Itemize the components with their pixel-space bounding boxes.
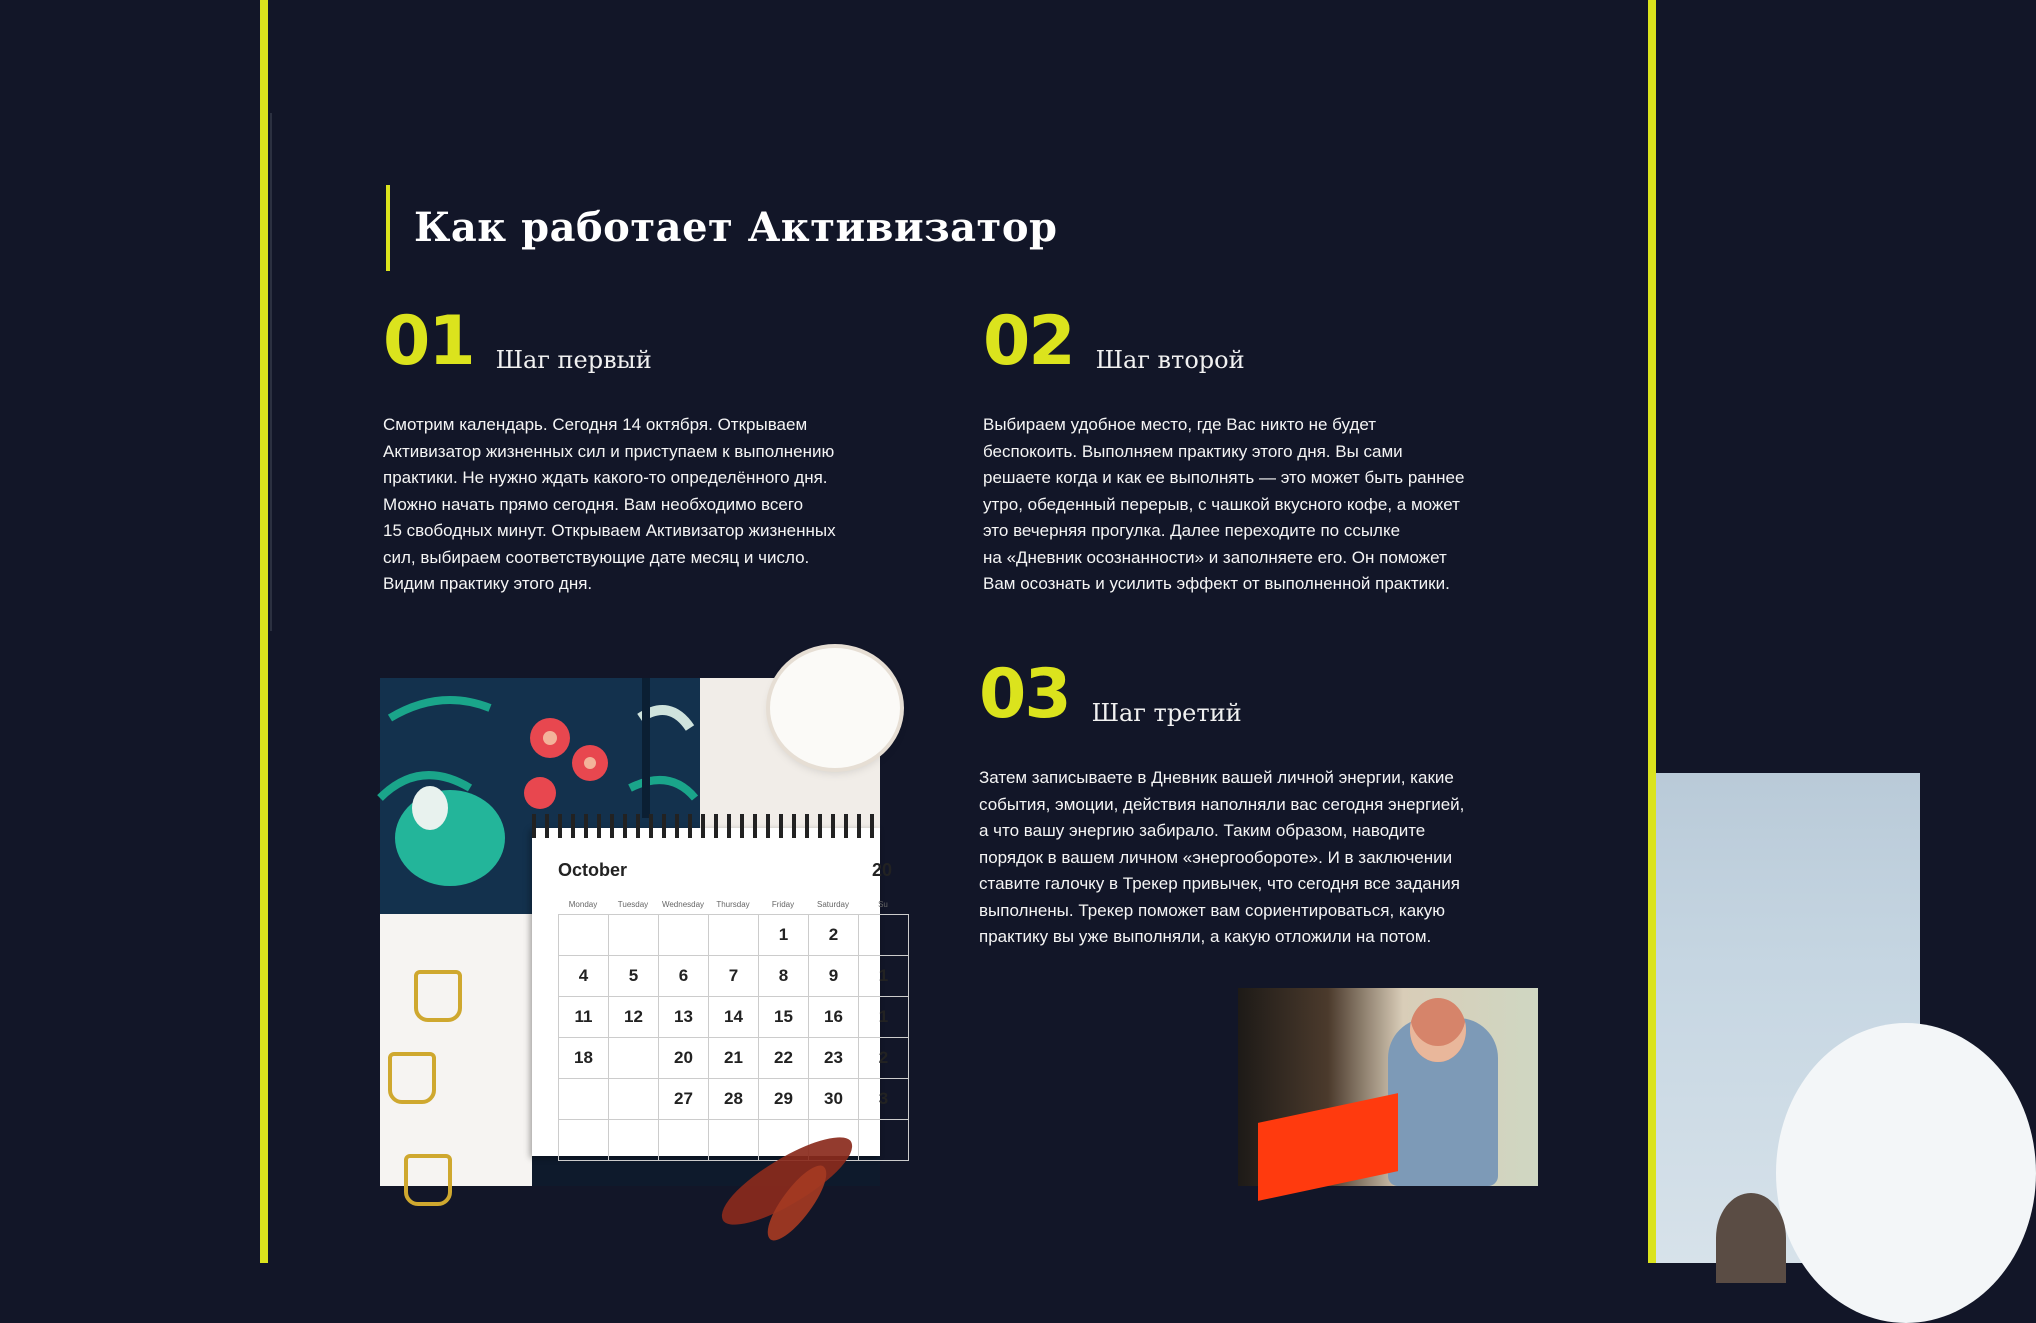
woman-with-laptop-photo — [1238, 988, 1538, 1186]
step-3 — [979, 655, 1539, 951]
calendar-date-cell — [609, 915, 659, 956]
step-3-line: выполнены. Трекер поможет вам сориентироваться, какую — [979, 900, 1446, 920]
calendar-date-cell: 15 — [759, 997, 809, 1038]
person-silhouette — [1716, 1193, 1786, 1283]
step-3-line: порядок в вашем личном «энергообороте». И в заключении — [979, 847, 1453, 867]
person-head — [1410, 998, 1466, 1062]
sky-photo — [1656, 773, 1920, 1263]
step-2-line: Выбираем удобное место, где Вас никто не будет — [983, 415, 1377, 434]
step-1-title: Шаг первый — [495, 346, 652, 374]
calendar-weekday: Saturday — [816, 900, 850, 909]
binder-clip — [388, 1052, 436, 1104]
calendar-date-cell: 29 — [759, 1079, 809, 1120]
step-1-number: 01 — [383, 302, 474, 381]
calendar-weekday: Tuesday — [617, 900, 649, 909]
desk-calendar — [532, 828, 893, 1156]
step-2-line: решаете когда и как ее выполнять — это может быть раннее — [983, 468, 1465, 487]
calendar-date-cell: 7 — [709, 956, 759, 997]
calendar-date-cell: 9 — [809, 956, 859, 997]
calendar-date-cell — [559, 915, 609, 956]
step-2-line: утро, обеденный перерыв, с чашкой вкусного кофе, а может — [983, 494, 1460, 514]
step-1-line: 15 свободных минут. Открываем Активизатор жизненных — [383, 521, 836, 540]
step-1-line: Можно начать прямо сегодня. Вам необходимо всего — [383, 494, 804, 514]
bowl-background — [700, 678, 880, 828]
step-1 — [383, 302, 923, 598]
calendar-date-cell — [659, 1120, 709, 1161]
calendar-weekday: Su — [878, 900, 888, 909]
calendar-date-cell: 2 — [859, 1038, 909, 1079]
calendar-weekday: Wednesday — [661, 900, 705, 909]
step-3-line: события, эмоции, действия наполняли вас сегодня энергией, — [979, 794, 1465, 814]
calendar-date-cell: 1 — [759, 915, 809, 956]
calendar-date-cell — [709, 915, 759, 956]
calendar-date-cell: 14 — [709, 997, 759, 1038]
step-1-line: Активизатор жизненных сил и приступаем к выполнению — [383, 441, 835, 461]
step-3-line: Затем записываете в Дневник вашей личной энергии, какие — [979, 768, 1454, 787]
calendar-date-cell: 8 — [759, 956, 809, 997]
calendar-photo — [380, 678, 893, 1186]
red-laptop — [1258, 1093, 1398, 1201]
calendar-date-cell: 3 — [859, 1079, 909, 1120]
step-1-line: Видим практику этого дня. — [383, 574, 593, 593]
calendar-date-cell: 6 — [659, 956, 709, 997]
cloud — [1776, 1023, 2036, 1323]
step-1-line: сил, выбираем соответствующие дате месяц и число. — [383, 547, 810, 567]
step-3-title: Шаг третий — [1091, 699, 1242, 727]
calendar-weekday: Thursday — [716, 900, 750, 909]
calendar-date-cell — [609, 1120, 659, 1161]
calendar-date-cell: 1 — [859, 997, 909, 1038]
calendar-date-cell: 5 — [609, 956, 659, 997]
calendar-weekdays — [558, 900, 908, 909]
step-2-title: Шаг второй — [1095, 346, 1245, 374]
step-2-line: беспокоить. Выполняем практику этого дня. Вы сами — [983, 441, 1403, 461]
calendar-date-cell: 11 — [559, 997, 609, 1038]
step-3-line: практику вы уже выполняли, а какую отложили на потом. — [979, 927, 1432, 946]
calendar-year: 20 — [872, 860, 893, 880]
step-3-line: а что вашу энергию забирало. Таким образом, наводите — [979, 821, 1426, 840]
calendar-date-cell — [709, 1120, 759, 1161]
step-1-line: Смотрим календарь. Сегодня 14 октября. Открываем — [383, 415, 808, 434]
calendar-date-cell: 30 — [809, 1079, 859, 1120]
step-3-number: 03 — [979, 655, 1070, 734]
calendar-month: October — [558, 860, 628, 880]
calendar-date-cell — [559, 1120, 609, 1161]
section-title: Как работает Активизатор — [386, 185, 1057, 271]
calendar-date-cell: 27 — [659, 1079, 709, 1120]
calendar-date-cell — [859, 1120, 909, 1161]
calendar-date-cell — [609, 1038, 659, 1079]
step-3-text — [979, 765, 1539, 951]
binder-clips-card — [380, 914, 532, 1186]
step-3-line: ставите галочку в Трекер привычек, что сегодня все задания — [979, 874, 1460, 893]
calendar-date-cell: 13 — [659, 997, 709, 1038]
calendar-date-cell: 18 — [559, 1038, 609, 1079]
calendar-rings — [532, 814, 880, 838]
calendar-date-cell: 12 — [609, 997, 659, 1038]
calendar-date-cell — [859, 915, 909, 956]
step-2 — [983, 302, 1543, 598]
thin-divider-line — [270, 113, 272, 631]
calendar-date-cell: 22 — [759, 1038, 809, 1079]
calendar-date-cell: 21 — [709, 1038, 759, 1079]
left-accent-line — [260, 0, 268, 1263]
calendar-date-cell: 28 — [709, 1079, 759, 1120]
calendar-date-cell: 23 — [809, 1038, 859, 1079]
calendar-date-cell: 16 — [809, 997, 859, 1038]
calendar-date-cell: 4 — [559, 956, 609, 997]
calendar-grid — [558, 914, 909, 1161]
calendar-date-cell — [559, 1079, 609, 1120]
calendar-weekday: Friday — [771, 900, 795, 909]
step-2-number: 02 — [983, 302, 1074, 381]
calendar-date-cell: 1 — [859, 956, 909, 997]
calendar-date-cell — [609, 1079, 659, 1120]
calendar-date-cell: 20 — [659, 1038, 709, 1079]
step-1-line: практики. Не нужно ждать какого-то определённого дня. — [383, 468, 828, 487]
step-2-text — [983, 412, 1543, 598]
step-1-text — [383, 412, 923, 598]
white-bowl — [770, 648, 900, 768]
calendar-date-cell — [659, 915, 709, 956]
step-2-line: на «Дневник осознанности» и заполняете его. Он поможет — [983, 547, 1447, 567]
calendar-date-cell: 2 — [809, 915, 859, 956]
calendar-weekday: Monday — [568, 900, 598, 909]
right-accent-line — [1648, 0, 1656, 1263]
step-2-line: это вечерняя прогулка. Далее переходите по ссылке — [983, 521, 1401, 540]
binder-clip — [404, 1154, 452, 1206]
binder-clip — [414, 970, 462, 1022]
step-2-line: Вам осознать и усилить эффект от выполненной практики. — [983, 574, 1450, 593]
